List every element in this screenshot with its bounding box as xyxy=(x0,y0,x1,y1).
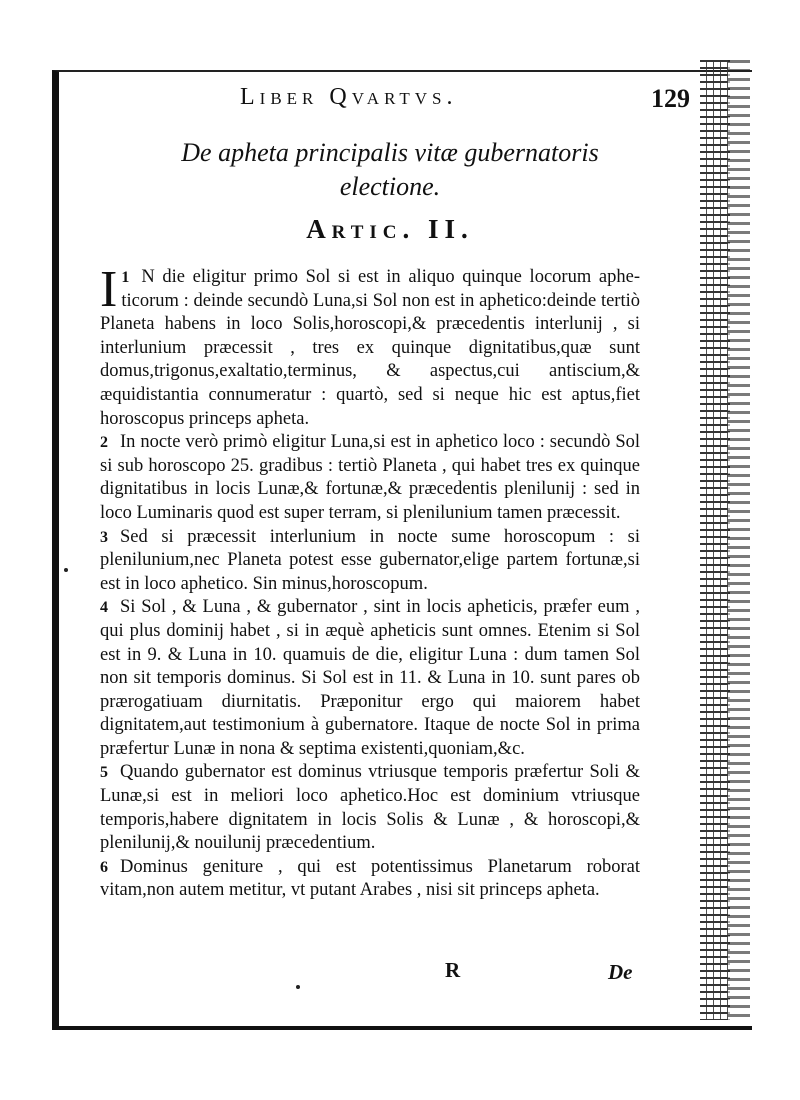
paragraph xyxy=(100,526,640,597)
article-title: Artic. II. xyxy=(306,214,474,244)
paragraph-text: Sed si præcessit interlunium in nocte sume horoscopum : si plenilunium,nec Planeta potest esse gubernator,elige partem fortunæ,si est in loco aphetico. Sin minus,horoscopum. xyxy=(100,526,640,594)
drop-cap: I xyxy=(100,261,118,318)
paragraph-number: 4 xyxy=(100,599,108,617)
paragraph-text: Si Sol , & Luna , & gubernator , sint in locis apheticis, præfer eum , qui plus dominij habet , si in æquè apheticis sunt omnes. Etenim si Sol est in 9. & Luna in 10. quamuis de die, eligitur Luna : dum tamen Sol non sit temporis dominus. Si Sol est in 11. & Luna in 10. sunt pares ob prærogatiuam diurnitatis. Præponitur ergo qui maiorem habet dignitatem,aut testimonium à gubernatore. Itaque de nocte Sol in prima præfertur Lunæ in nona & septima existenti,quoniam,&c. xyxy=(100,597,640,759)
paragraph-text: Quando gubernator est dominus vtriusque temporis præfertur Soli & Lunæ,si est in meliori loco aphetico.Hoc est dominium vtriusque temporis,habere dignitatem in locis Solis & Lunæ , & horoscopi,& plenilunij,& nouilunij præcedentium. xyxy=(100,762,640,854)
signature-mark: R xyxy=(445,958,461,982)
chapter-title-line: De apheta principalis vitæ gubernatoris xyxy=(181,138,599,167)
paragraph xyxy=(100,761,640,855)
ink-speck xyxy=(296,985,300,989)
paragraph xyxy=(100,856,640,903)
body-text xyxy=(100,261,640,903)
paragraph-number: 5 xyxy=(100,764,108,782)
page-number: 129 xyxy=(651,84,690,113)
paragraph-number: 1 xyxy=(121,269,130,286)
page-header xyxy=(90,84,690,124)
paragraph-number: 3 xyxy=(100,528,108,546)
paragraph-text: N die eligitur primo Sol si est in aliquo quinque locorum apheticorum : deinde secundò Luna,si Sol non est in aphetico:deinde tertiò Planeta habens in loco Solis,horoscopi,& præcedentis interlunij , si interlunium præcessit , tres ex quinque dignitatibus,quæ sunt domus,trigonus,exaltatio,terminus, & aspectus,cui antiscium,& æquidistantia connumeratur : quartò, sed si neque hic est aptus,fiet horoscopus princeps apheta. xyxy=(100,267,640,429)
page-edge-shadow-outer xyxy=(728,60,750,1020)
page-edge-shadow xyxy=(700,60,730,1020)
paragraph xyxy=(100,431,640,525)
paragraph-text: In nocte verò primò eligitur Luna,si est in aphetico loco : secundò Sol si sub horoscopo 25. gradibus : tertiò Planeta , qui habet tres ex quinque dignitatibus in locis Lunæ,& fortunæ,& præcedentis plenilunij : sed in loco Luminaris quod est super terram, si plenilunium tamen præcessit. xyxy=(100,432,640,523)
paragraph-text: Dominus geniture , qui est potentissimus Planetarum roborat vitam,non autem metitur, vt putant Arabes , nisi sit princeps apheta. xyxy=(100,856,640,901)
running-title: Liber Qvartvs. xyxy=(240,84,458,110)
paragraph xyxy=(100,261,640,431)
paragraph xyxy=(100,596,640,761)
catchword: De xyxy=(608,960,633,984)
paragraph-number: 6 xyxy=(100,858,108,876)
chapter-title xyxy=(80,136,700,204)
chapter-title-line: electione. xyxy=(339,172,441,201)
ink-speck xyxy=(64,568,68,572)
paragraph-number: 2 xyxy=(100,434,108,452)
